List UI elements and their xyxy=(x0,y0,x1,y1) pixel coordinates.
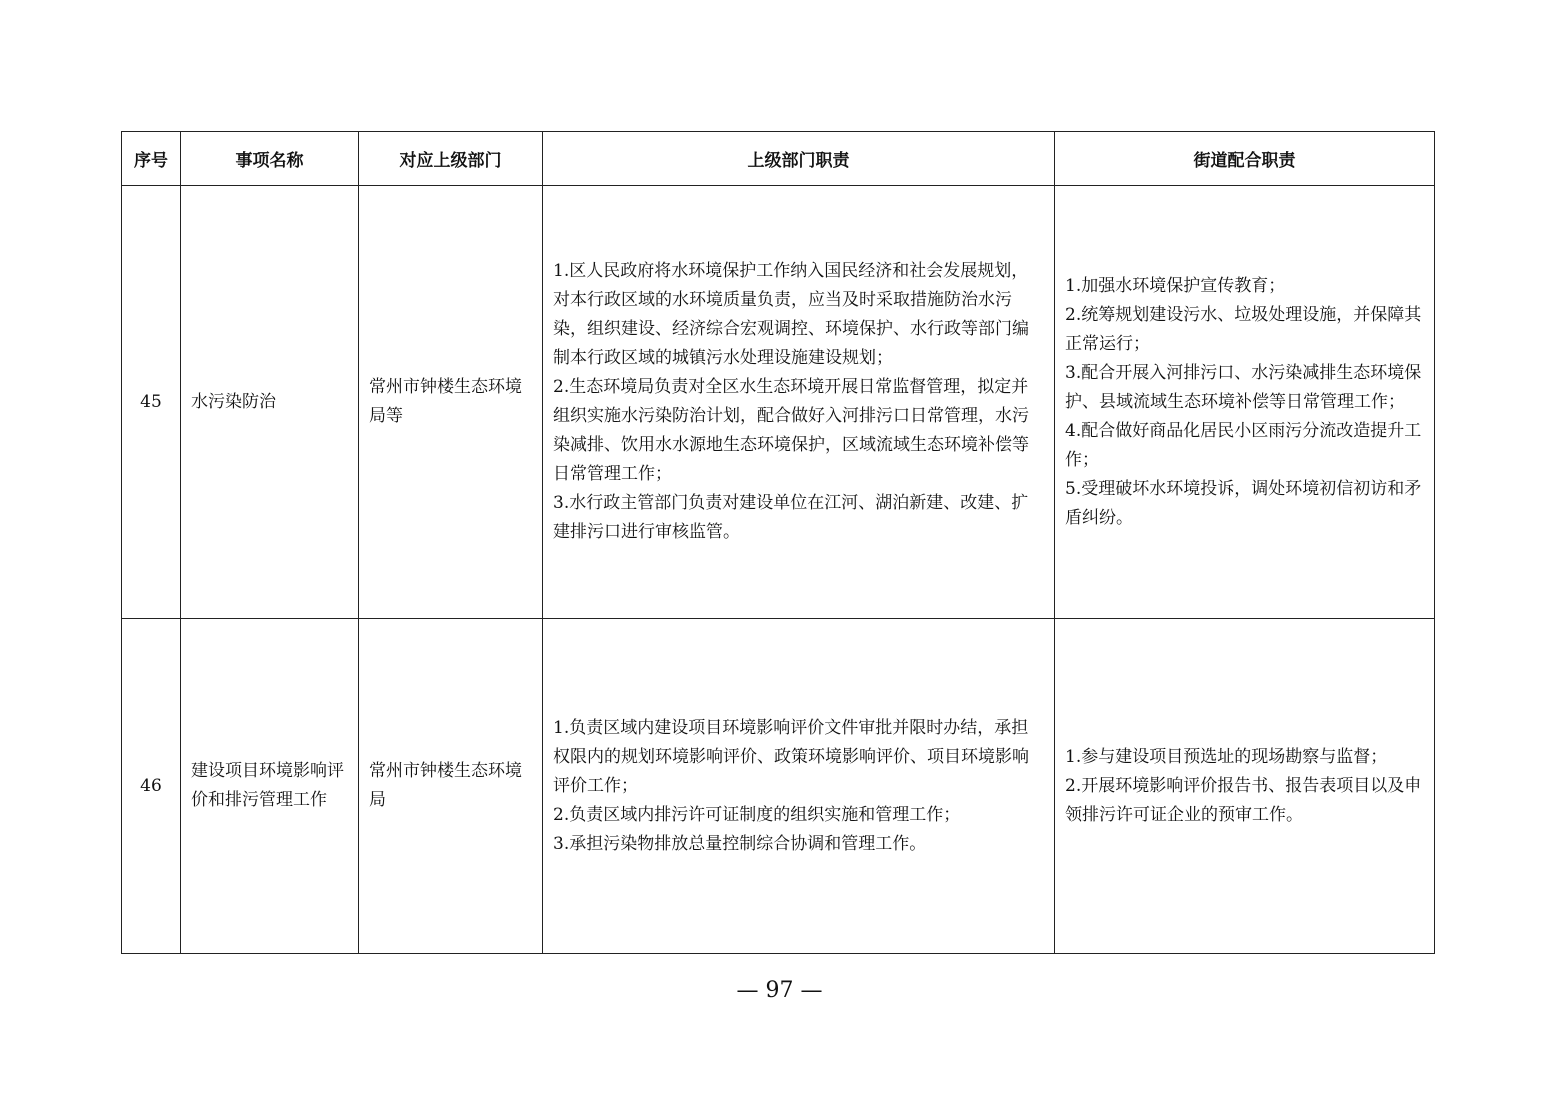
row-street-duties xyxy=(1055,619,1435,954)
responsibility-table xyxy=(121,131,1435,954)
table-header-row xyxy=(122,132,1435,186)
row-department: 常州市钟楼生态环境局 xyxy=(359,619,543,954)
row-seq: 45 xyxy=(122,186,181,619)
street-duty-item: 1.参与建设项目预选址的现场勘察与监督； xyxy=(1065,746,1388,767)
header-item-name: 事项名称 xyxy=(181,132,359,186)
upper-duty-item: 1.负责区域内建设项目环境影响评价文件审批并限时办结，承担权限内的规划环境影响评价、政策环境影响评价、项目环境影响评价工作； xyxy=(553,717,1029,796)
header-street-duties: 街道配合职责 xyxy=(1055,132,1435,186)
street-duty-item: 1.加强水环境保护宣传教育； xyxy=(1065,275,1286,296)
street-duty-item: 3.配合开展入河排污口、水污染减排生态环境保护、县域流域生态环境补偿等日常管理工作； xyxy=(1065,362,1422,412)
header-upper-department: 对应上级部门 xyxy=(359,132,543,186)
header-seq: 序号 xyxy=(122,132,181,186)
upper-duty-item: 2.生态环境局负责对全区水生态环境开展日常监督管理，拟定并组织实施水污染防治计划，配合做好入河排污口日常管理，水污染减排、饮用水水源地生态环境保护，区域流域生态环境补偿等日常管理工作； xyxy=(553,377,1029,484)
table-row xyxy=(122,186,1435,619)
row-upper-duties xyxy=(543,619,1055,954)
upper-duty-item: 3.水行政主管部门负责对建设单位在江河、湖泊新建、改建、扩建排污口进行审核监管。 xyxy=(553,493,1029,542)
upper-duty-item: 1.区人民政府将水环境保护工作纳入国民经济和社会发展规划，对本行政区域的水环境质量负责，应当及时采取措施防治水污染，组织建设、经济综合宏观调控、环境保护、水行政等部门编制本行政区域的城镇污水处理设施建设规划； xyxy=(553,261,1029,368)
street-duty-item: 5.受理破坏水环境投诉，调处环境初信初访和矛盾纠纷。 xyxy=(1065,478,1422,528)
upper-duty-item: 2.负责区域内排污许可证制度的组织实施和管理工作； xyxy=(553,804,961,825)
row-upper-duties xyxy=(543,186,1055,619)
street-duty-item: 2.开展环境影响评价报告书、报告表项目以及申领排污许可证企业的预审工作。 xyxy=(1065,775,1422,825)
row-item-name: 水污染防治 xyxy=(181,186,359,619)
row-street-duties xyxy=(1055,186,1435,619)
row-department: 常州市钟楼生态环境局等 xyxy=(359,186,543,619)
row-item-name: 建设项目环境影响评价和排污管理工作 xyxy=(181,619,359,954)
row-seq: 46 xyxy=(122,619,181,954)
street-duty-item: 2.统筹规划建设污水、垃圾处理设施，并保障其正常运行； xyxy=(1065,304,1422,354)
upper-duty-item: 3.承担污染物排放总量控制综合协调和管理工作。 xyxy=(553,833,927,854)
street-duty-item: 4.配合做好商品化居民小区雨污分流改造提升工作； xyxy=(1065,420,1422,470)
table-row xyxy=(122,619,1435,954)
page-number: — 97 — xyxy=(736,978,823,1003)
header-upper-duties: 上级部门职责 xyxy=(543,132,1055,186)
